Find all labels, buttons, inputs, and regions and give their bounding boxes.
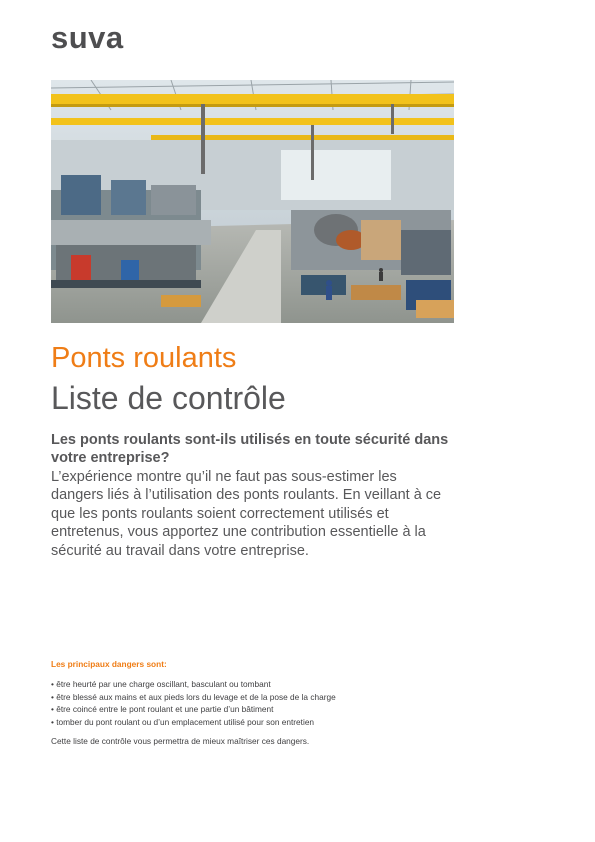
- list-item: • être coincé entre le pont roulant et une partie d’un bâtiment: [51, 703, 336, 716]
- dangers-heading: Les principaux dangers sont:: [51, 659, 167, 669]
- list-item: • être blessé aux mains et aux pieds lors du levage et de la pose de la charge: [51, 691, 336, 704]
- list-item: • être heurté par une charge oscillant, basculant ou tombant: [51, 678, 336, 691]
- intro-paragraph: L’expérience montre qu’il ne faut pas sous-estimer les dangers liés à l’utilisation des ponts roulants. En veillant à ce que les ponts roulants soient correctement utilisés et entretenus, vous apportez une contribution essentielle à la sécurité au travail dans votre entreprise.: [51, 469, 442, 559]
- document-title: Ponts roulants: [51, 342, 237, 374]
- list-item: • tomber du pont roulant ou d’un emplacement utilisé pour son entretien: [51, 716, 336, 729]
- closing-sentence: Cette liste de contrôle vous permettra de mieux maîtriser ces dangers.: [51, 736, 310, 746]
- intro-question: Les ponts roulants sont-ils utilisés en toute sécurité dans votre entreprise?: [51, 432, 449, 466]
- document-subtitle: Liste de contrôle: [51, 380, 286, 416]
- suva-logo: suva: [51, 20, 124, 55]
- dangers-list: [51, 678, 336, 728]
- factory-hall-photo: [51, 80, 454, 323]
